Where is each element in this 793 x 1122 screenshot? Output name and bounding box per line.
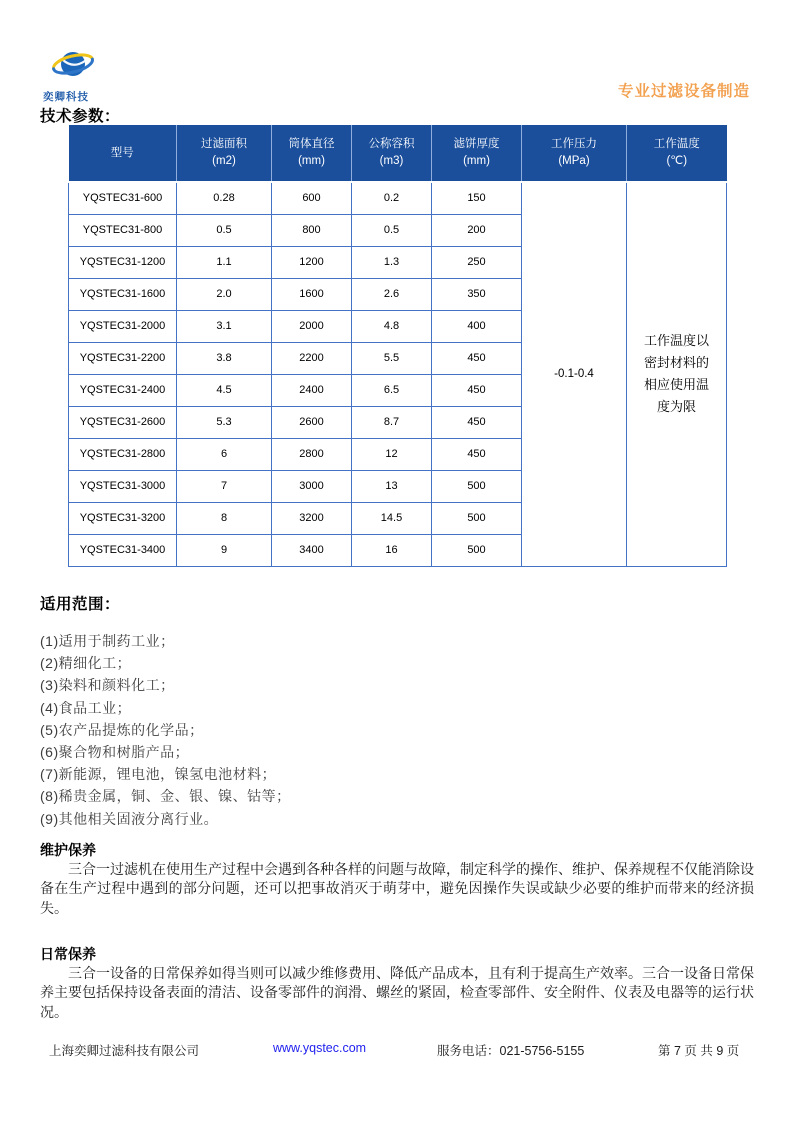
table-head: [69, 125, 727, 182]
cell-cylinder-diameter: 600: [272, 182, 352, 214]
cell-cylinder-diameter: 1200: [272, 246, 352, 278]
header-row: [69, 125, 727, 182]
cell-model: YQSTEC31-2000: [69, 310, 177, 342]
column-header: 工作温度 (℃): [627, 125, 727, 182]
cell-model: YQSTEC31-800: [69, 214, 177, 246]
cell-model: YQSTEC31-600: [69, 182, 177, 214]
scope-item: (3)染料和颜料化工；: [40, 677, 175, 694]
scope-list: [40, 630, 291, 830]
slogan-text: 专业过滤设备制造: [617, 83, 750, 100]
footer-page-number: 第 7 页 共 9 页: [658, 1044, 740, 1058]
cell-filter-area: 2.0: [177, 278, 272, 310]
scope-item: (1)适用于制药工业；: [40, 633, 175, 649]
maintenance-heading: 维护保养: [40, 842, 96, 858]
column-header: 型号: [69, 125, 177, 182]
cell-filter-area: 3.1: [177, 310, 272, 342]
cell-cake-thickness: 450: [432, 406, 522, 438]
scope-item: (8)稀贵金属，铜、金、银、镍、钴等；: [40, 788, 291, 805]
footer-company: 上海奕卿过滤科技有限公司: [49, 1044, 200, 1058]
scope-item: (2)精细化工；: [40, 655, 132, 672]
cell-nominal-volume: 6.5: [352, 374, 432, 406]
cell-nominal-volume: 0.5: [352, 214, 432, 246]
cell-cylinder-diameter: 2200: [272, 342, 352, 374]
cell-filter-area: 0.28: [177, 182, 272, 214]
cell-cylinder-diameter: 3200: [272, 502, 352, 534]
cell-filter-area: 9: [177, 534, 272, 566]
cell-cylinder-diameter: 2400: [272, 374, 352, 406]
cell-nominal-volume: 2.6: [352, 278, 432, 310]
cell-cylinder-diameter: 2600: [272, 406, 352, 438]
cell-cake-thickness: 450: [432, 342, 522, 374]
cell-model: YQSTEC31-3200: [69, 502, 177, 534]
cell-nominal-volume: 13: [352, 470, 432, 502]
cell-cake-thickness: 150: [432, 182, 522, 214]
cell-cake-thickness: 200: [432, 214, 522, 246]
column-header: 过滤面积 (m2): [177, 125, 272, 182]
cell-cake-thickness: 450: [432, 374, 522, 406]
column-header: 公称容积 (m3): [352, 125, 432, 182]
table-row: [69, 182, 727, 214]
scope-item: (5)农产品提炼的化学品；: [40, 721, 204, 738]
cell-model: YQSTEC31-1200: [69, 246, 177, 278]
cell-filter-area: 3.8: [177, 342, 272, 374]
cell-filter-area: 8: [177, 502, 272, 534]
cell-cake-thickness: 400: [432, 310, 522, 342]
working-pressure-cell: -0.1-0.4: [522, 182, 627, 566]
cell-model: YQSTEC31-2600: [69, 406, 177, 438]
cell-model: YQSTEC31-2200: [69, 342, 177, 374]
column-header: 滤饼厚度 (mm): [432, 125, 522, 182]
scope-heading: 适用范围：: [40, 596, 121, 613]
scope-item: (7)新能源，锂电池，镍氢电池材料；: [40, 766, 277, 783]
footer-website-link[interactable]: www.yqstec.com: [273, 1041, 367, 1055]
scope-item: (4)食品工业；: [40, 699, 132, 716]
cell-nominal-volume: 8.7: [352, 406, 432, 438]
cell-cylinder-diameter: 3000: [272, 470, 352, 502]
tech-params-table: [68, 125, 727, 567]
cell-cylinder-diameter: 3400: [272, 534, 352, 566]
scope-item: (9)其他相关固液分离行业。: [40, 810, 219, 827]
cell-filter-area: 5.3: [177, 406, 272, 438]
cell-nominal-volume: 0.2: [352, 182, 432, 214]
cell-cake-thickness: 500: [432, 470, 522, 502]
cell-filter-area: 1.1: [177, 246, 272, 278]
logo-text: 奕卿科技: [43, 91, 89, 103]
cell-cylinder-diameter: 2800: [272, 438, 352, 470]
cell-model: YQSTEC31-2400: [69, 374, 177, 406]
cell-nominal-volume: 4.8: [352, 310, 432, 342]
daily-paragraph: 三合一设备的日常保养如得当则可以减少维修费用、降低产品成本，且有利于提高生产效率。三合一设备日常保养主要包括保持设备表面的清洁、设备零部件的润滑、螺丝的紧固，检查零部件、安全附件、仪表及电器等的运行状况。: [40, 965, 754, 1020]
cell-cake-thickness: 450: [432, 438, 522, 470]
cell-cylinder-diameter: 2000: [272, 310, 352, 342]
cell-cake-thickness: 500: [432, 502, 522, 534]
footer-phone: 服务电话：021-5756-5155: [437, 1044, 585, 1058]
column-header: 工作压力 (MPa): [522, 125, 627, 182]
cell-cake-thickness: 250: [432, 246, 522, 278]
company-logo: [40, 44, 150, 104]
cell-filter-area: 4.5: [177, 374, 272, 406]
cell-cylinder-diameter: 800: [272, 214, 352, 246]
cell-nominal-volume: 1.3: [352, 246, 432, 278]
working-temperature-cell: 工作温度以密封材料的相应使用温度为限: [627, 182, 727, 566]
maintenance-paragraph: 三合一过滤机在使用生产过程中会遇到各种各样的问题与故障，制定科学的操作、维护、保养规程不仅能消除设备在生产过程中遇到的部分问题，还可以把事故消灭于萌芽中，避免因操作失误或缺少必要的维护而带来的经济损失。: [40, 861, 754, 916]
cell-cake-thickness: 500: [432, 534, 522, 566]
cell-model: YQSTEC31-3400: [69, 534, 177, 566]
cell-filter-area: 0.5: [177, 214, 272, 246]
page-footer: [40, 1041, 754, 1059]
cell-nominal-volume: 12: [352, 438, 432, 470]
daily-heading: 日常保养: [40, 946, 96, 962]
globe-logo-icon: [40, 44, 104, 88]
cell-cylinder-diameter: 1600: [272, 278, 352, 310]
cell-cake-thickness: 350: [432, 278, 522, 310]
scope-item: (6)聚合物和树脂产品；: [40, 744, 190, 761]
cell-model: YQSTEC31-2800: [69, 438, 177, 470]
cell-nominal-volume: 16: [352, 534, 432, 566]
cell-nominal-volume: 5.5: [352, 342, 432, 374]
cell-filter-area: 6: [177, 438, 272, 470]
column-header: 筒体直径 (mm): [272, 125, 352, 182]
cell-model: YQSTEC31-1600: [69, 278, 177, 310]
tech-params-heading: 技术参数：: [40, 108, 121, 125]
table-body: [69, 182, 727, 566]
cell-filter-area: 7: [177, 470, 272, 502]
cell-model: YQSTEC31-3000: [69, 470, 177, 502]
cell-nominal-volume: 14.5: [352, 502, 432, 534]
